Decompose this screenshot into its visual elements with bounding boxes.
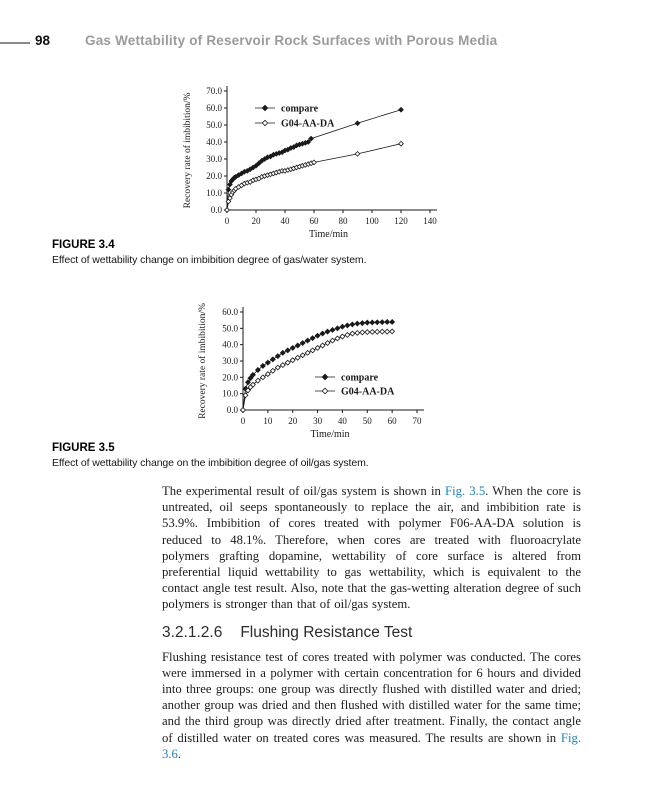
svg-text:Time/min: Time/min <box>308 229 349 240</box>
svg-text:30.0: 30.0 <box>222 356 238 366</box>
section-number: 3.2.1.2.6 <box>162 623 223 641</box>
svg-text:20.0: 20.0 <box>206 171 222 181</box>
paragraph-text: Flushing resistance test of cores treated with polymer was conducted. The cores were immersed in a polymer with certain concentration for 6 hours and divided into three groups: one group was directly flushed with distilled water and dried; another group was dried and then flushed with distilled water for the same time; and the third group was directly dried after treatment. Finally, the contact angle of distilled water on treated cores was measured. The results are shown in <box>162 649 581 745</box>
svg-text:compare: compare <box>341 372 379 384</box>
running-title: Gas Wettability of Reservoir Rock Surfaces with Porous Media <box>85 33 498 48</box>
svg-text:Recovery rate of imbibition/%: Recovery rate of imbibition/% <box>183 92 193 209</box>
figure-3-4-caption: Effect of wettability change on imbibition degree of gas/water system. <box>52 254 367 266</box>
fig-3-5-link[interactable]: Fig. 3.5 <box>445 484 486 498</box>
svg-text:30.0: 30.0 <box>206 154 222 164</box>
svg-text:0.0: 0.0 <box>210 205 222 215</box>
svg-text:120: 120 <box>394 216 408 226</box>
svg-text:10.0: 10.0 <box>222 388 238 399</box>
svg-text:40: 40 <box>280 216 290 226</box>
svg-text:100: 100 <box>365 216 379 226</box>
svg-text:Recovery rate of imbibition/%: Recovery rate of imbibition/% <box>198 303 208 419</box>
margin-rule <box>0 42 30 44</box>
svg-text:60: 60 <box>309 216 319 226</box>
fig-3-6-link[interactable]: Fig. 3.6 <box>162 730 581 761</box>
figure-3-4-caption-block <box>52 239 532 266</box>
svg-text:20: 20 <box>251 216 261 226</box>
svg-text:10: 10 <box>263 416 273 426</box>
figure-3-5-chart <box>193 282 445 447</box>
svg-text:80: 80 <box>338 216 348 226</box>
section-title: Flushing Resistance Test <box>240 623 413 641</box>
figure-3-4-chart <box>178 72 450 244</box>
svg-text:30: 30 <box>313 416 323 426</box>
page-number: 98 <box>35 33 51 48</box>
svg-text:40.0: 40.0 <box>206 137 222 147</box>
svg-text:50: 50 <box>362 416 372 426</box>
svg-text:50.0: 50.0 <box>222 323 238 334</box>
svg-text:0.0: 0.0 <box>226 405 238 415</box>
svg-text:10.0: 10.0 <box>206 188 222 198</box>
svg-text:50.0: 50.0 <box>206 120 222 130</box>
paragraph-text: The experimental result of oil/gas system is shown in <box>162 484 446 498</box>
body-text <box>162 483 581 762</box>
figure-3-5-caption-block <box>52 442 532 469</box>
running-header <box>0 33 648 55</box>
svg-text:70: 70 <box>412 416 422 426</box>
figure-3-4-label: FIGURE 3.4 <box>52 239 115 251</box>
section-heading <box>162 624 581 642</box>
svg-text:compare: compare <box>281 103 319 115</box>
svg-text:140: 140 <box>423 216 437 226</box>
paragraph-text: . When the core is untreated, oil seeps spontaneously to replace the air, and imbibition rate is 53.9%. Imbibition of cores treated with polymer F06-AA-DA solution is reduced to 48.1%. Therefore, when cores are treated with fluoroacrylate polymers grafting dopamine, wettability of core surface is altered from preferential liquid wettability to gas wettability, which is equivalent to the contact angle test result. Also, note that the gas-wetting alteration degree of such polymers is stronger than that of oil/gas system. <box>162 484 581 612</box>
svg-text:G04-AA-DA: G04-AA-DA <box>281 118 335 130</box>
figure-3-5-caption: Effect of wettability change on the imbibition degree of oil/gas system. <box>52 457 369 469</box>
svg-text:40: 40 <box>337 416 347 426</box>
svg-text:20.0: 20.0 <box>222 372 238 383</box>
paragraph-text: . <box>177 746 182 761</box>
svg-text:0: 0 <box>224 216 230 226</box>
svg-text:60: 60 <box>387 416 397 426</box>
svg-text:70.0: 70.0 <box>206 86 222 96</box>
paragraph-oil-gas-result <box>162 483 581 613</box>
svg-text:G04-AA-DA: G04-AA-DA <box>341 386 395 398</box>
svg-text:0: 0 <box>240 416 246 426</box>
svg-text:40.0: 40.0 <box>222 339 238 350</box>
svg-text:60.0: 60.0 <box>206 103 222 113</box>
figure-3-5-label: FIGURE 3.5 <box>52 442 115 454</box>
paragraph-flushing-test <box>162 649 581 762</box>
svg-text:20: 20 <box>288 416 298 426</box>
svg-text:Time/min: Time/min <box>310 429 350 440</box>
svg-text:60.0: 60.0 <box>222 307 238 317</box>
